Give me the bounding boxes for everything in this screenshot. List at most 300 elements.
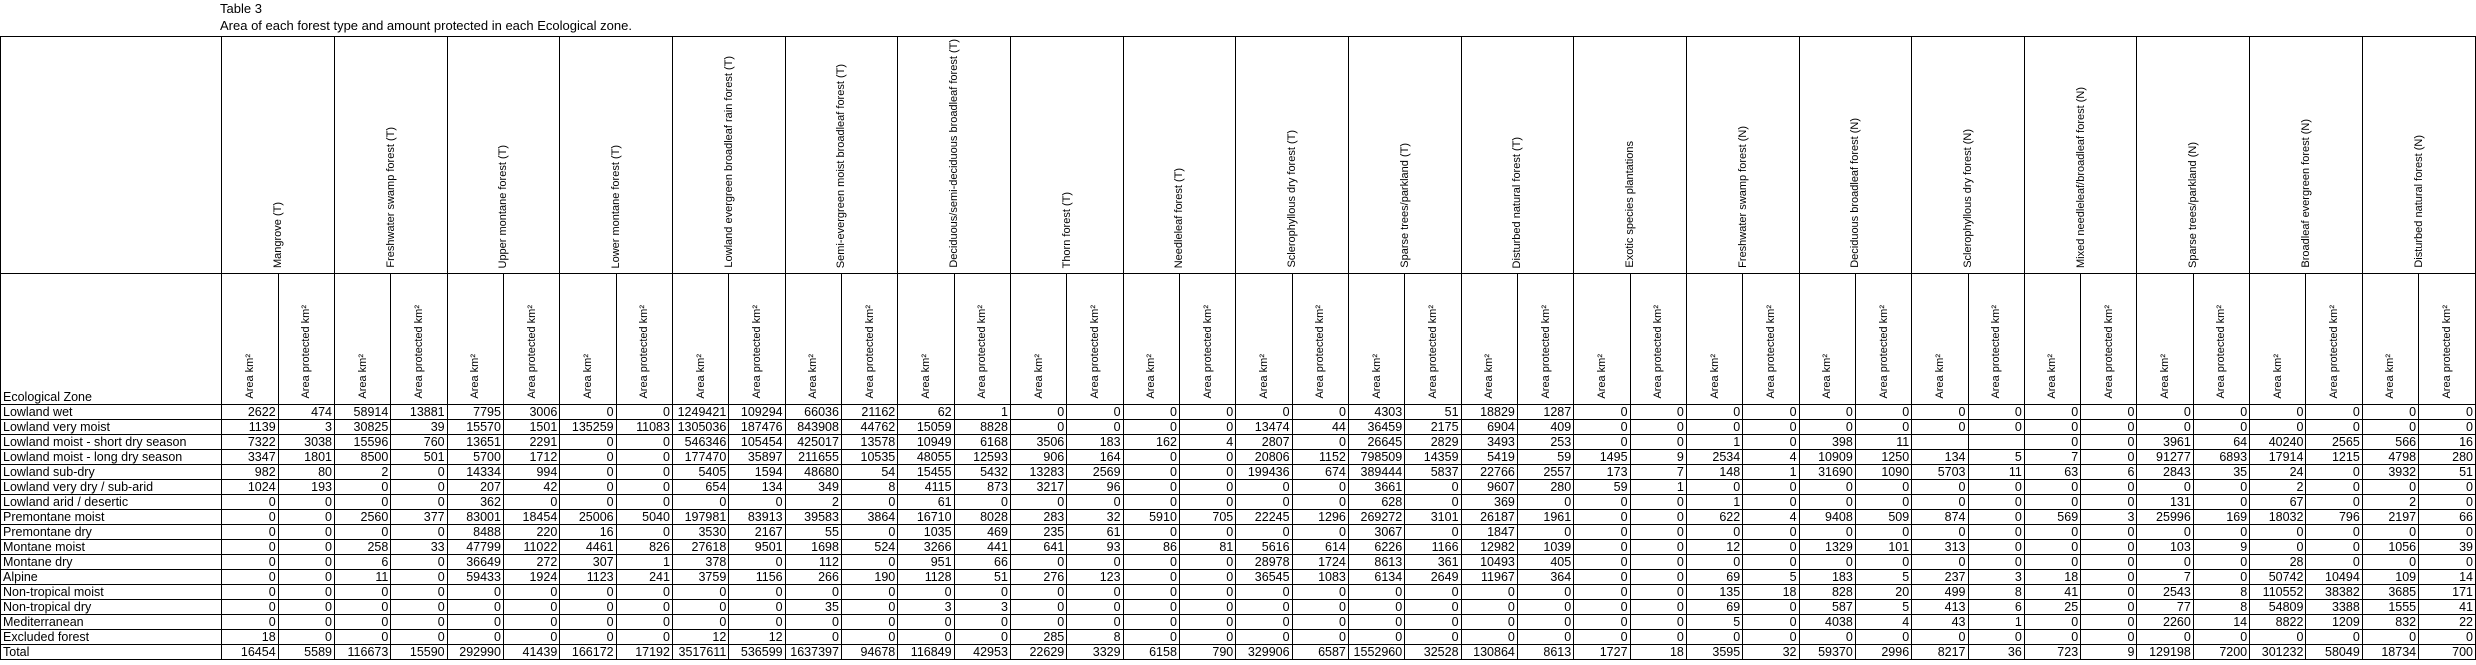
protected-header (1179, 274, 1235, 405)
forest-type-header (1574, 37, 1687, 274)
area-label: Area km² (1483, 354, 1496, 399)
area-cell: 58914 (334, 405, 390, 420)
protected-cell: 0 (391, 585, 447, 600)
area-cell: 0 (1799, 495, 1855, 510)
area-cell: 0 (447, 600, 503, 615)
protected-header (2193, 274, 2249, 405)
area-cell: 18 (2024, 570, 2080, 585)
area-cell: 22245 (1236, 510, 1292, 525)
area-cell: 0 (1574, 405, 1630, 420)
protected-label: Area protected km² (1764, 305, 1777, 399)
protected-cell: 1 (616, 555, 672, 570)
protected-cell: 0 (1517, 600, 1573, 615)
area-cell: 0 (222, 495, 278, 510)
protected-cell: 0 (616, 525, 672, 540)
zone-name-cell: Excluded forest (1, 630, 222, 645)
protected-cell: 0 (2081, 495, 2137, 510)
area-cell: 39583 (785, 510, 841, 525)
protected-cell: 0 (1630, 525, 1686, 540)
forest-type-label: Lower montane forest (T) (610, 144, 623, 268)
area-cell: 0 (1236, 615, 1292, 630)
protected-cell: 13881 (391, 405, 447, 420)
protected-cell: 0 (1968, 495, 2024, 510)
protected-cell: 96 (1067, 480, 1123, 495)
area-cell: 4798 (2362, 450, 2418, 465)
area-cell: 276 (1010, 570, 1066, 585)
area-cell: 0 (1123, 555, 1179, 570)
protected-cell: 0 (1968, 555, 2024, 570)
area-cell: 951 (898, 555, 954, 570)
area-cell: 0 (2137, 525, 2193, 540)
protected-cell: 0 (1630, 510, 1686, 525)
protected-cell: 32528 (1405, 645, 1461, 660)
forest-type-label: Semi-evergreen moist broadleaf forest (T) (835, 63, 848, 268)
area-cell: 28 (2250, 555, 2306, 570)
area-cell: 0 (1461, 585, 1517, 600)
protected-cell: 0 (1855, 525, 1911, 540)
zone-name-cell: Non-tropical dry (1, 600, 222, 615)
area-cell: 35 (785, 600, 841, 615)
protected-cell: 21162 (841, 405, 897, 420)
area-cell: 25996 (2137, 510, 2193, 525)
table-row (1, 465, 2476, 480)
protected-cell: 1152 (1292, 450, 1348, 465)
protected-cell: 9 (2081, 645, 2137, 660)
area-cell: 0 (2250, 405, 2306, 420)
protected-cell: 0 (1630, 405, 1686, 420)
protected-cell: 2167 (729, 525, 785, 540)
area-cell: 1552960 (1348, 645, 1404, 660)
protected-cell: 169 (2193, 510, 2249, 525)
protected-cell: 405 (1517, 555, 1573, 570)
area-cell: 0 (222, 600, 278, 615)
area-cell: 0 (1123, 615, 1179, 630)
protected-cell: 94678 (841, 645, 897, 660)
forest-type-header (672, 37, 785, 274)
protected-cell: 0 (1292, 525, 1348, 540)
area-cell: 2 (785, 495, 841, 510)
protected-cell: 8 (2193, 600, 2249, 615)
area-cell: 378 (672, 555, 728, 570)
area-cell: 177470 (672, 450, 728, 465)
protected-header (841, 274, 897, 405)
area-cell: 0 (2024, 555, 2080, 570)
area-cell: 20806 (1236, 450, 1292, 465)
protected-cell: 0 (616, 480, 672, 495)
protected-cell: 1209 (2306, 615, 2362, 630)
zone-name-cell: Premontane dry (1, 525, 222, 540)
area-header (1799, 274, 1855, 405)
forest-type-label: Thorn forest (T) (1060, 191, 1073, 268)
area-cell: 48680 (785, 465, 841, 480)
area-cell: 0 (2137, 555, 2193, 570)
table-row (1, 570, 2476, 585)
area-cell: 18734 (2362, 645, 2418, 660)
protected-cell: 0 (2306, 495, 2362, 510)
table-row (1, 450, 2476, 465)
area-cell: 3 (898, 600, 954, 615)
area-cell: 0 (2250, 525, 2306, 540)
area-cell: 15455 (898, 465, 954, 480)
protected-cell: 6168 (954, 435, 1010, 450)
protected-cell: 0 (2306, 480, 2362, 495)
area-cell: 11 (334, 570, 390, 585)
area-cell: 0 (672, 585, 728, 600)
forest-data-table (0, 36, 2476, 660)
protected-cell: 700 (2419, 645, 2476, 660)
protected-cell: 790 (1179, 645, 1235, 660)
area-cell: 26645 (1348, 435, 1404, 450)
protected-cell: 0 (1292, 585, 1348, 600)
protected-cell: 0 (1517, 585, 1573, 600)
area-label: Area km² (2384, 354, 2397, 399)
protected-cell: 0 (1855, 630, 1911, 645)
protected-cell: 66 (2419, 510, 2476, 525)
protected-label: Area protected km² (2441, 305, 2454, 399)
area-cell: 0 (334, 615, 390, 630)
area-cell: 0 (222, 510, 278, 525)
area-cell: 0 (1236, 405, 1292, 420)
protected-cell (1968, 435, 2024, 450)
protected-cell: 509 (1855, 510, 1911, 525)
area-cell: 1056 (2362, 540, 2418, 555)
area-cell: 30825 (334, 420, 390, 435)
area-cell: 0 (2024, 480, 2080, 495)
area-cell: 0 (1912, 525, 1968, 540)
area-cell: 129198 (2137, 645, 2193, 660)
area-cell: 3530 (672, 525, 728, 540)
protected-cell: 51 (954, 570, 1010, 585)
area-cell: 0 (1912, 405, 1968, 420)
table-row (1, 510, 2476, 525)
protected-cell: 0 (391, 555, 447, 570)
area-cell: 0 (1010, 555, 1066, 570)
protected-cell: 0 (278, 525, 334, 540)
table-row (1, 435, 2476, 450)
area-cell: 0 (898, 630, 954, 645)
protected-header (1630, 274, 1686, 405)
protected-cell: 0 (2193, 525, 2249, 540)
area-cell: 1698 (785, 540, 841, 555)
forest-type-label: Mixed needleleaf/broadleaf forest (N) (2074, 87, 2087, 268)
protected-cell: 9 (1630, 450, 1686, 465)
protected-cell: 3864 (841, 510, 897, 525)
protected-cell: 14 (2193, 615, 2249, 630)
area-cell: 0 (1574, 555, 1630, 570)
forest-type-label: Freshwater swamp forest (N) (1736, 126, 1749, 268)
protected-cell: 41439 (503, 645, 559, 660)
area-cell: 15059 (898, 420, 954, 435)
protected-cell: 51 (2419, 465, 2476, 480)
protected-cell: 0 (616, 630, 672, 645)
area-label: Area km² (1145, 354, 1158, 399)
area-cell: 9607 (1461, 480, 1517, 495)
area-cell: 369 (1461, 495, 1517, 510)
protected-cell: 0 (616, 450, 672, 465)
area-cell: 10493 (1461, 555, 1517, 570)
protected-cell: 4 (1743, 450, 1799, 465)
zone-name-cell: Lowland moist - short dry season (1, 435, 222, 450)
area-cell: 3493 (1461, 435, 1517, 450)
protected-label: Area protected km² (1426, 305, 1439, 399)
protected-cell: 0 (278, 615, 334, 630)
table-row (1, 405, 2476, 420)
area-cell: 0 (1348, 630, 1404, 645)
area-cell: 1495 (1574, 450, 1630, 465)
protected-label: Area protected km² (1088, 305, 1101, 399)
protected-cell: 0 (1067, 405, 1123, 420)
zone-name-cell: Lowland very dry / sub-arid (1, 480, 222, 495)
protected-cell: 0 (391, 615, 447, 630)
protected-cell: 0 (2419, 480, 2476, 495)
area-cell: 2197 (2362, 510, 2418, 525)
protected-cell: 0 (1179, 495, 1235, 510)
protected-cell: 0 (616, 465, 672, 480)
protected-cell: 1 (954, 405, 1010, 420)
area-cell: 18032 (2250, 510, 2306, 525)
area-cell: 148 (1686, 465, 1742, 480)
area-cell: 285 (1010, 630, 1066, 645)
protected-cell: 14 (2419, 570, 2476, 585)
protected-cell: 0 (1179, 480, 1235, 495)
area-cell: 54809 (2250, 600, 2306, 615)
protected-cell: 11083 (616, 420, 672, 435)
area-header (2137, 274, 2193, 405)
area-header (2024, 274, 2080, 405)
area-cell: 197981 (672, 510, 728, 525)
area-cell: 798509 (1348, 450, 1404, 465)
protected-cell: 0 (1179, 465, 1235, 480)
protected-cell: 13578 (841, 435, 897, 450)
protected-cell: 0 (1968, 540, 2024, 555)
protected-cell: 536599 (729, 645, 785, 660)
protected-header (616, 274, 672, 405)
area-cell: 0 (2024, 420, 2080, 435)
area-cell: 36649 (447, 555, 503, 570)
protected-cell: 164 (1067, 450, 1123, 465)
protected-cell: 39 (2419, 540, 2476, 555)
protected-cell: 0 (841, 630, 897, 645)
protected-cell: 0 (1743, 420, 1799, 435)
area-cell: 0 (1686, 630, 1742, 645)
area-cell: 0 (334, 585, 390, 600)
protected-cell: 0 (2081, 450, 2137, 465)
area-cell: 5700 (447, 450, 503, 465)
protected-cell: 0 (2081, 480, 2137, 495)
area-cell: 654 (672, 480, 728, 495)
area-cell: 26187 (1461, 510, 1517, 525)
protected-cell: 3038 (278, 435, 334, 450)
area-header (672, 274, 728, 405)
protected-cell: 0 (1405, 585, 1461, 600)
protected-cell: 0 (1743, 540, 1799, 555)
protected-cell: 12593 (954, 450, 1010, 465)
protected-label: Area protected km² (2102, 305, 2115, 399)
area-cell: 362 (447, 495, 503, 510)
zone-name-cell: Total (1, 645, 222, 660)
area-cell: 0 (1799, 405, 1855, 420)
protected-cell: 0 (1067, 615, 1123, 630)
area-cell: 28978 (1236, 555, 1292, 570)
protected-cell: 0 (1630, 615, 1686, 630)
protected-cell: 3 (1968, 570, 2024, 585)
protected-cell: 5589 (278, 645, 334, 660)
area-cell: 0 (2362, 405, 2418, 420)
protected-cell: 0 (503, 600, 559, 615)
protected-cell: 134 (729, 480, 785, 495)
area-cell: 0 (560, 405, 616, 420)
area-cell: 3932 (2362, 465, 2418, 480)
protected-cell: 10535 (841, 450, 897, 465)
protected-cell: 0 (1855, 405, 1911, 420)
area-cell: 0 (1574, 435, 1630, 450)
area-cell: 413 (1912, 600, 1968, 615)
protected-cell: 0 (278, 510, 334, 525)
area-cell: 1139 (222, 420, 278, 435)
protected-cell: 0 (616, 405, 672, 420)
protected-cell: 0 (1855, 420, 1911, 435)
area-cell: 0 (1348, 600, 1404, 615)
protected-cell: 524 (841, 540, 897, 555)
area-cell: 0 (2024, 630, 2080, 645)
area-cell: 11967 (1461, 570, 1517, 585)
area-cell: 183 (1799, 570, 1855, 585)
area-cell: 0 (1123, 600, 1179, 615)
area-cell: 235 (1010, 525, 1066, 540)
protected-cell: 0 (1067, 585, 1123, 600)
protected-cell: 0 (954, 615, 1010, 630)
area-cell: 17914 (2250, 450, 2306, 465)
protected-cell: 123 (1067, 570, 1123, 585)
protected-cell: 0 (1405, 495, 1461, 510)
area-cell: 389444 (1348, 465, 1404, 480)
protected-cell: 0 (391, 600, 447, 615)
protected-cell: 280 (1517, 480, 1573, 495)
protected-cell: 187476 (729, 420, 785, 435)
area-cell: 0 (222, 540, 278, 555)
area-label: Area km² (1595, 354, 1608, 399)
area-cell: 86 (1123, 540, 1179, 555)
protected-cell: 4 (1743, 510, 1799, 525)
protected-header (1405, 274, 1461, 405)
area-cell: 0 (222, 585, 278, 600)
area-cell: 36459 (1348, 420, 1404, 435)
protected-cell: 0 (1968, 510, 2024, 525)
protected-cell: 193 (278, 480, 334, 495)
protected-cell: 8 (1968, 585, 2024, 600)
forest-type-label: Needleleaf forest (T) (1173, 167, 1186, 268)
protected-header (1743, 274, 1799, 405)
area-cell: 130864 (1461, 645, 1517, 660)
table-row (1, 525, 2476, 540)
area-cell: 27618 (672, 540, 728, 555)
area-cell: 425017 (785, 435, 841, 450)
area-cell: 546346 (672, 435, 728, 450)
zone-name-cell: Lowland moist - long dry season (1, 450, 222, 465)
area-cell: 69 (1686, 600, 1742, 615)
protected-cell: 2649 (1405, 570, 1461, 585)
area-cell: 0 (2137, 630, 2193, 645)
area-cell: 0 (222, 525, 278, 540)
area-cell: 0 (1574, 495, 1630, 510)
protected-cell: 0 (1630, 555, 1686, 570)
area-cell: 0 (2137, 480, 2193, 495)
protected-cell: 0 (2419, 420, 2476, 435)
area-header (898, 274, 954, 405)
protected-cell: 253 (1517, 435, 1573, 450)
area-header (1010, 274, 1066, 405)
area-header (1348, 274, 1404, 405)
protected-cell: 1083 (1292, 570, 1348, 585)
protected-cell: 32 (1743, 645, 1799, 660)
area-cell: 0 (1123, 420, 1179, 435)
protected-cell: 0 (1630, 585, 1686, 600)
table-row (1, 495, 2476, 510)
protected-cell: 377 (391, 510, 447, 525)
area-cell: 131 (2137, 495, 2193, 510)
protected-cell: 190 (841, 570, 897, 585)
protected-cell: 0 (1743, 495, 1799, 510)
protected-cell: 0 (391, 525, 447, 540)
protected-cell: 0 (1292, 405, 1348, 420)
area-cell: 0 (1912, 630, 1968, 645)
area-cell: 0 (334, 525, 390, 540)
protected-cell: 0 (1179, 420, 1235, 435)
area-cell: 8822 (2250, 615, 2306, 630)
forest-type-header (1461, 37, 1574, 274)
protected-label: Area protected km² (1652, 305, 1665, 399)
table-body (1, 405, 2476, 660)
protected-cell: 0 (1179, 450, 1235, 465)
protected-cell: 0 (2081, 420, 2137, 435)
area-cell: 22766 (1461, 465, 1517, 480)
protected-cell: 0 (1179, 585, 1235, 600)
protected-cell: 0 (2306, 525, 2362, 540)
protected-cell: 1166 (1405, 540, 1461, 555)
protected-cell: 0 (1630, 570, 1686, 585)
area-cell: 0 (1236, 495, 1292, 510)
table-caption (220, 0, 632, 34)
protected-cell: 0 (2306, 405, 2362, 420)
protected-header (2306, 274, 2362, 405)
area-label: Area km² (1370, 354, 1383, 399)
protected-cell: 5 (1855, 570, 1911, 585)
area-cell: 135259 (560, 420, 616, 435)
area-cell: 0 (2137, 420, 2193, 435)
area-cell: 0 (2362, 555, 2418, 570)
protected-cell: 1961 (1517, 510, 1573, 525)
forest-type-label: Broadleaf evergreen forest (N) (2299, 119, 2312, 268)
protected-cell: 0 (1292, 480, 1348, 495)
zone-name-cell: Mediterranean (1, 615, 222, 630)
protected-cell: 5837 (1405, 465, 1461, 480)
area-cell: 0 (1799, 525, 1855, 540)
area-label: Area km² (694, 354, 707, 399)
protected-cell: 0 (1743, 615, 1799, 630)
area-cell: 25006 (560, 510, 616, 525)
protected-cell: 0 (278, 555, 334, 570)
forest-type-label: Exotic species plantations (1624, 141, 1637, 268)
protected-cell: 0 (2306, 540, 2362, 555)
forest-type-header (222, 37, 335, 274)
area-cell: 59433 (447, 570, 503, 585)
protected-cell: 39 (391, 420, 447, 435)
protected-cell: 0 (1179, 555, 1235, 570)
area-cell: 349 (785, 480, 841, 495)
protected-cell: 0 (391, 480, 447, 495)
protected-cell: 1924 (503, 570, 559, 585)
protected-cell: 1 (1630, 480, 1686, 495)
